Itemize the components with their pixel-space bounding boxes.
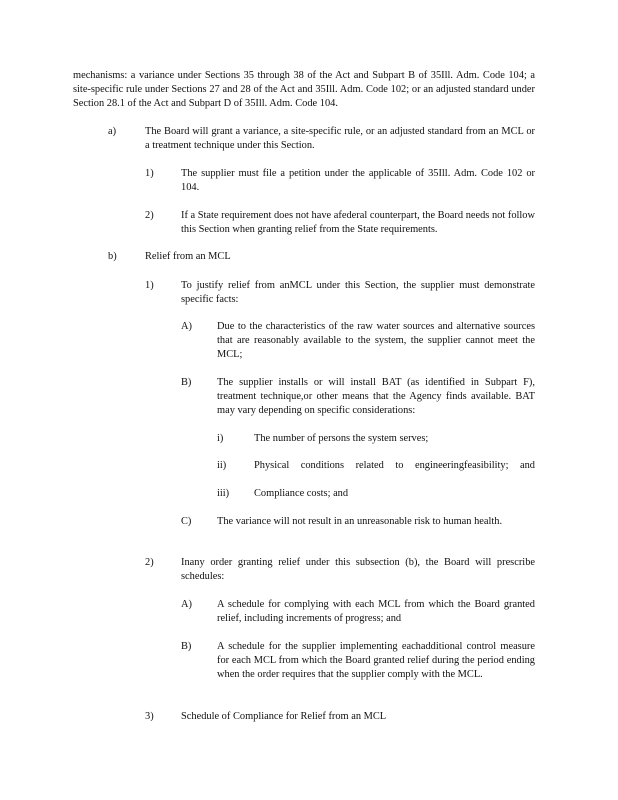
item-b-label: b) [108, 251, 117, 262]
item-b1A-text: Due to the characteristics of the raw water sources and alternative sources that are reasonably available to the system, the supplier cannot meet the MCL; [217, 321, 535, 360]
item-b2A-label: A) [181, 599, 192, 610]
item-b1-text: To justify relief from anMCL under this Section, the supplier must demonstrate specific facts: [181, 280, 535, 305]
item-b1A-label: A) [181, 321, 192, 332]
item-b2A-text: A schedule for complying with each MCL from which the Board granted relief, including increments of progress; and [217, 599, 535, 624]
item-b2-text: Inany order granting relief under this subsection (b), the Board will prescribe schedules: [181, 557, 535, 582]
item-b1C-text: The variance will not result in an unreasonable risk to human health. [217, 516, 503, 527]
item-a2-label: 2) [145, 210, 154, 221]
item-b-text: Relief from an MCL [145, 251, 231, 262]
item-b1B-text: The supplier installs or will install BAT (as identified in Subpart F), treatment technique,or other means that the Agency finds available. BAT may vary depending on specific considerations: [217, 377, 535, 416]
item-b3-text: Schedule of Compliance for Relief from an MCL [181, 711, 387, 722]
item-b3-label: 3) [145, 711, 154, 722]
item-b1B-label: B) [181, 377, 192, 388]
item-a1-label: 1) [145, 168, 154, 179]
item-b1B-iii-label: iii) [217, 488, 230, 499]
item-b2-label: 2) [145, 557, 154, 568]
item-b1B-iii-text: Compliance costs; and [254, 488, 349, 499]
item-b2B-label: B) [181, 641, 192, 652]
item-b1B-ii-label: ii) [217, 460, 227, 471]
item-b1C-label: C) [181, 516, 192, 527]
intro-paragraph: mechanisms: a variance under Sections 35 through 38 of the Act and Subpart B of 35Ill. Adm. Code 104; a site-specific rule under Sections 27 and 28 of the Act and 35Ill. Adm. Code 102; or an adjusted standard under Section 28.1 of the Act and Subpart D of 35Ill. Adm. Code 104. [73, 70, 535, 109]
item-a-label: a) [108, 126, 117, 137]
item-b1-label: 1) [145, 280, 154, 291]
item-b2B-text: A schedule for the supplier implementing eachadditional control measure for each MCL from which the Board granted relief during the period ending when the order requires that the supplier comply with the MCL. [217, 641, 535, 680]
item-b1B-i-text: The number of persons the system serves; [254, 433, 429, 444]
item-a1-text: The supplier must file a petition under the applicable of 35Ill. Adm. Code 102 or 104. [181, 168, 535, 193]
item-b1B-ii-text: Physical conditions related to engineeringfeasibility; and [254, 460, 535, 471]
item-a2-text: If a State requirement does not have afederal counterpart, the Board needs not follow this Section when granting relief from the State requirements. [181, 210, 535, 235]
item-a-text: The Board will grant a variance, a site-specific rule, or an adjusted standard from an MCL or a treatment technique under this Section. [145, 126, 535, 151]
item-b1B-i-label: i) [217, 433, 224, 444]
